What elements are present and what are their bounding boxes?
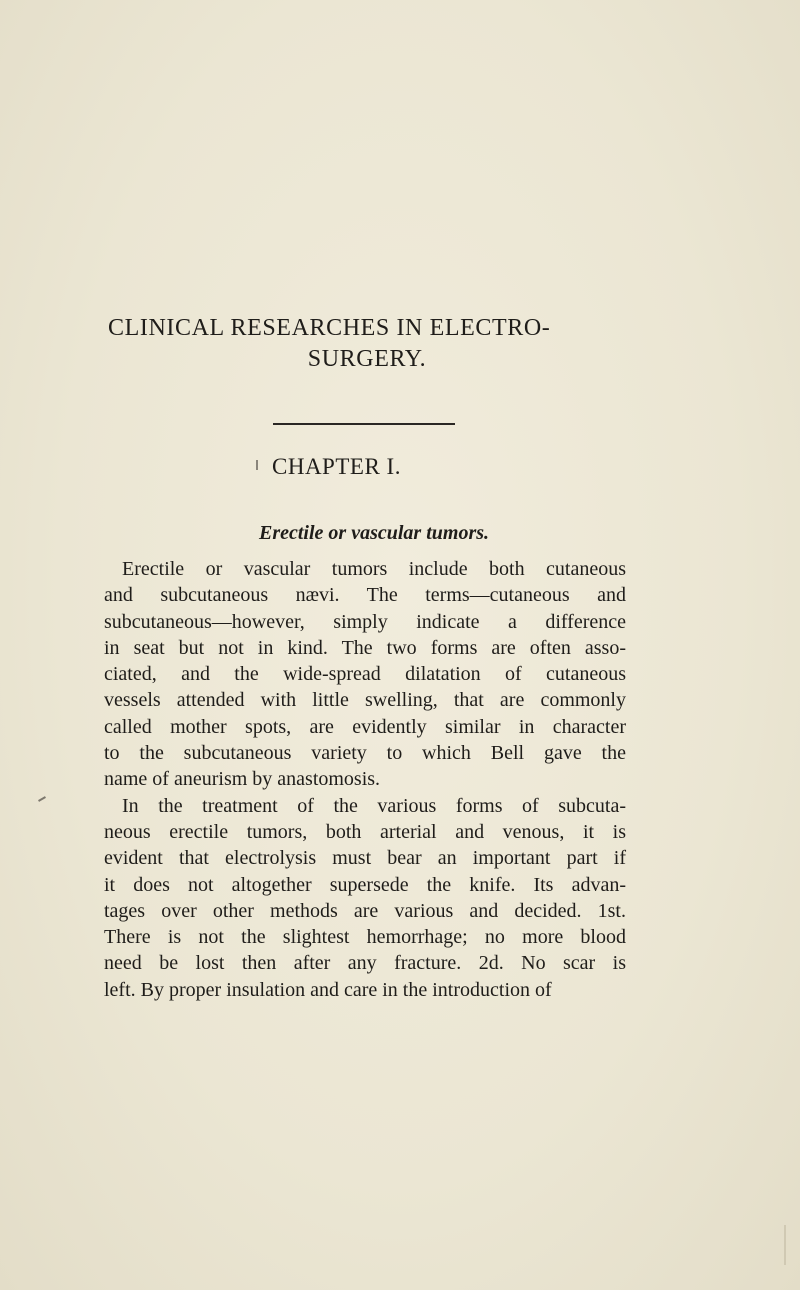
text-line: Erectile or vascular tumors include both cutaneous — [122, 558, 626, 580]
text-line: subcutaneous—however, simply indicate a difference — [104, 610, 626, 633]
text-line: called mother spots, are evidently similar in character — [104, 715, 626, 738]
paragraph-2 — [104, 793, 626, 1003]
title-divider-rule — [273, 423, 455, 425]
chapter-heading: CHAPTER I. — [272, 454, 401, 479]
text-line: There is not the slightest hemorrhage; no more blood — [104, 926, 626, 949]
text-line: evident that electrolysis must bear an important part if — [104, 847, 626, 870]
text-line: and subcutaneous nævi. The terms—cutaneous and — [104, 584, 626, 607]
book-title — [108, 313, 668, 375]
print-speck — [256, 460, 258, 470]
text-line: left. By proper insulation and care in the introduction of — [104, 978, 552, 1001]
text-line: to the subcutaneous variety to which Bell gave the — [104, 742, 626, 765]
page-edge-mark — [784, 1225, 786, 1265]
section-title: Erectile or vascular tumors. — [259, 522, 490, 544]
book-title-line-1: CLINICAL RESEARCHES IN ELECTRO- — [108, 315, 551, 341]
book-title-line-2: SURGERY. — [307, 346, 427, 372]
text-line: need be lost then after any fracture. 2d. No scar is — [104, 952, 626, 975]
text-line: In the treatment of the various forms of subcuta- — [122, 794, 626, 817]
text-line: in seat but not in kind. The two forms are often asso- — [104, 636, 626, 659]
text-line: name of aneurism by anastomosis. — [104, 768, 381, 791]
text-line: it does not altogether supersede the knife. Its advan- — [104, 873, 626, 896]
text-line: vessels attended with little swelling, that are commonly — [104, 689, 626, 712]
margin-pencil-mark — [38, 796, 46, 802]
paragraph-1 — [104, 556, 626, 793]
text-line: neous erectile tumors, both arterial and venous, it is — [104, 820, 626, 843]
text-line: ciated, and the wide-spread dilatation of cutaneous — [104, 663, 626, 686]
body-text — [104, 556, 626, 1003]
text-line: tages over other methods are various and decided. 1st. — [104, 899, 626, 922]
